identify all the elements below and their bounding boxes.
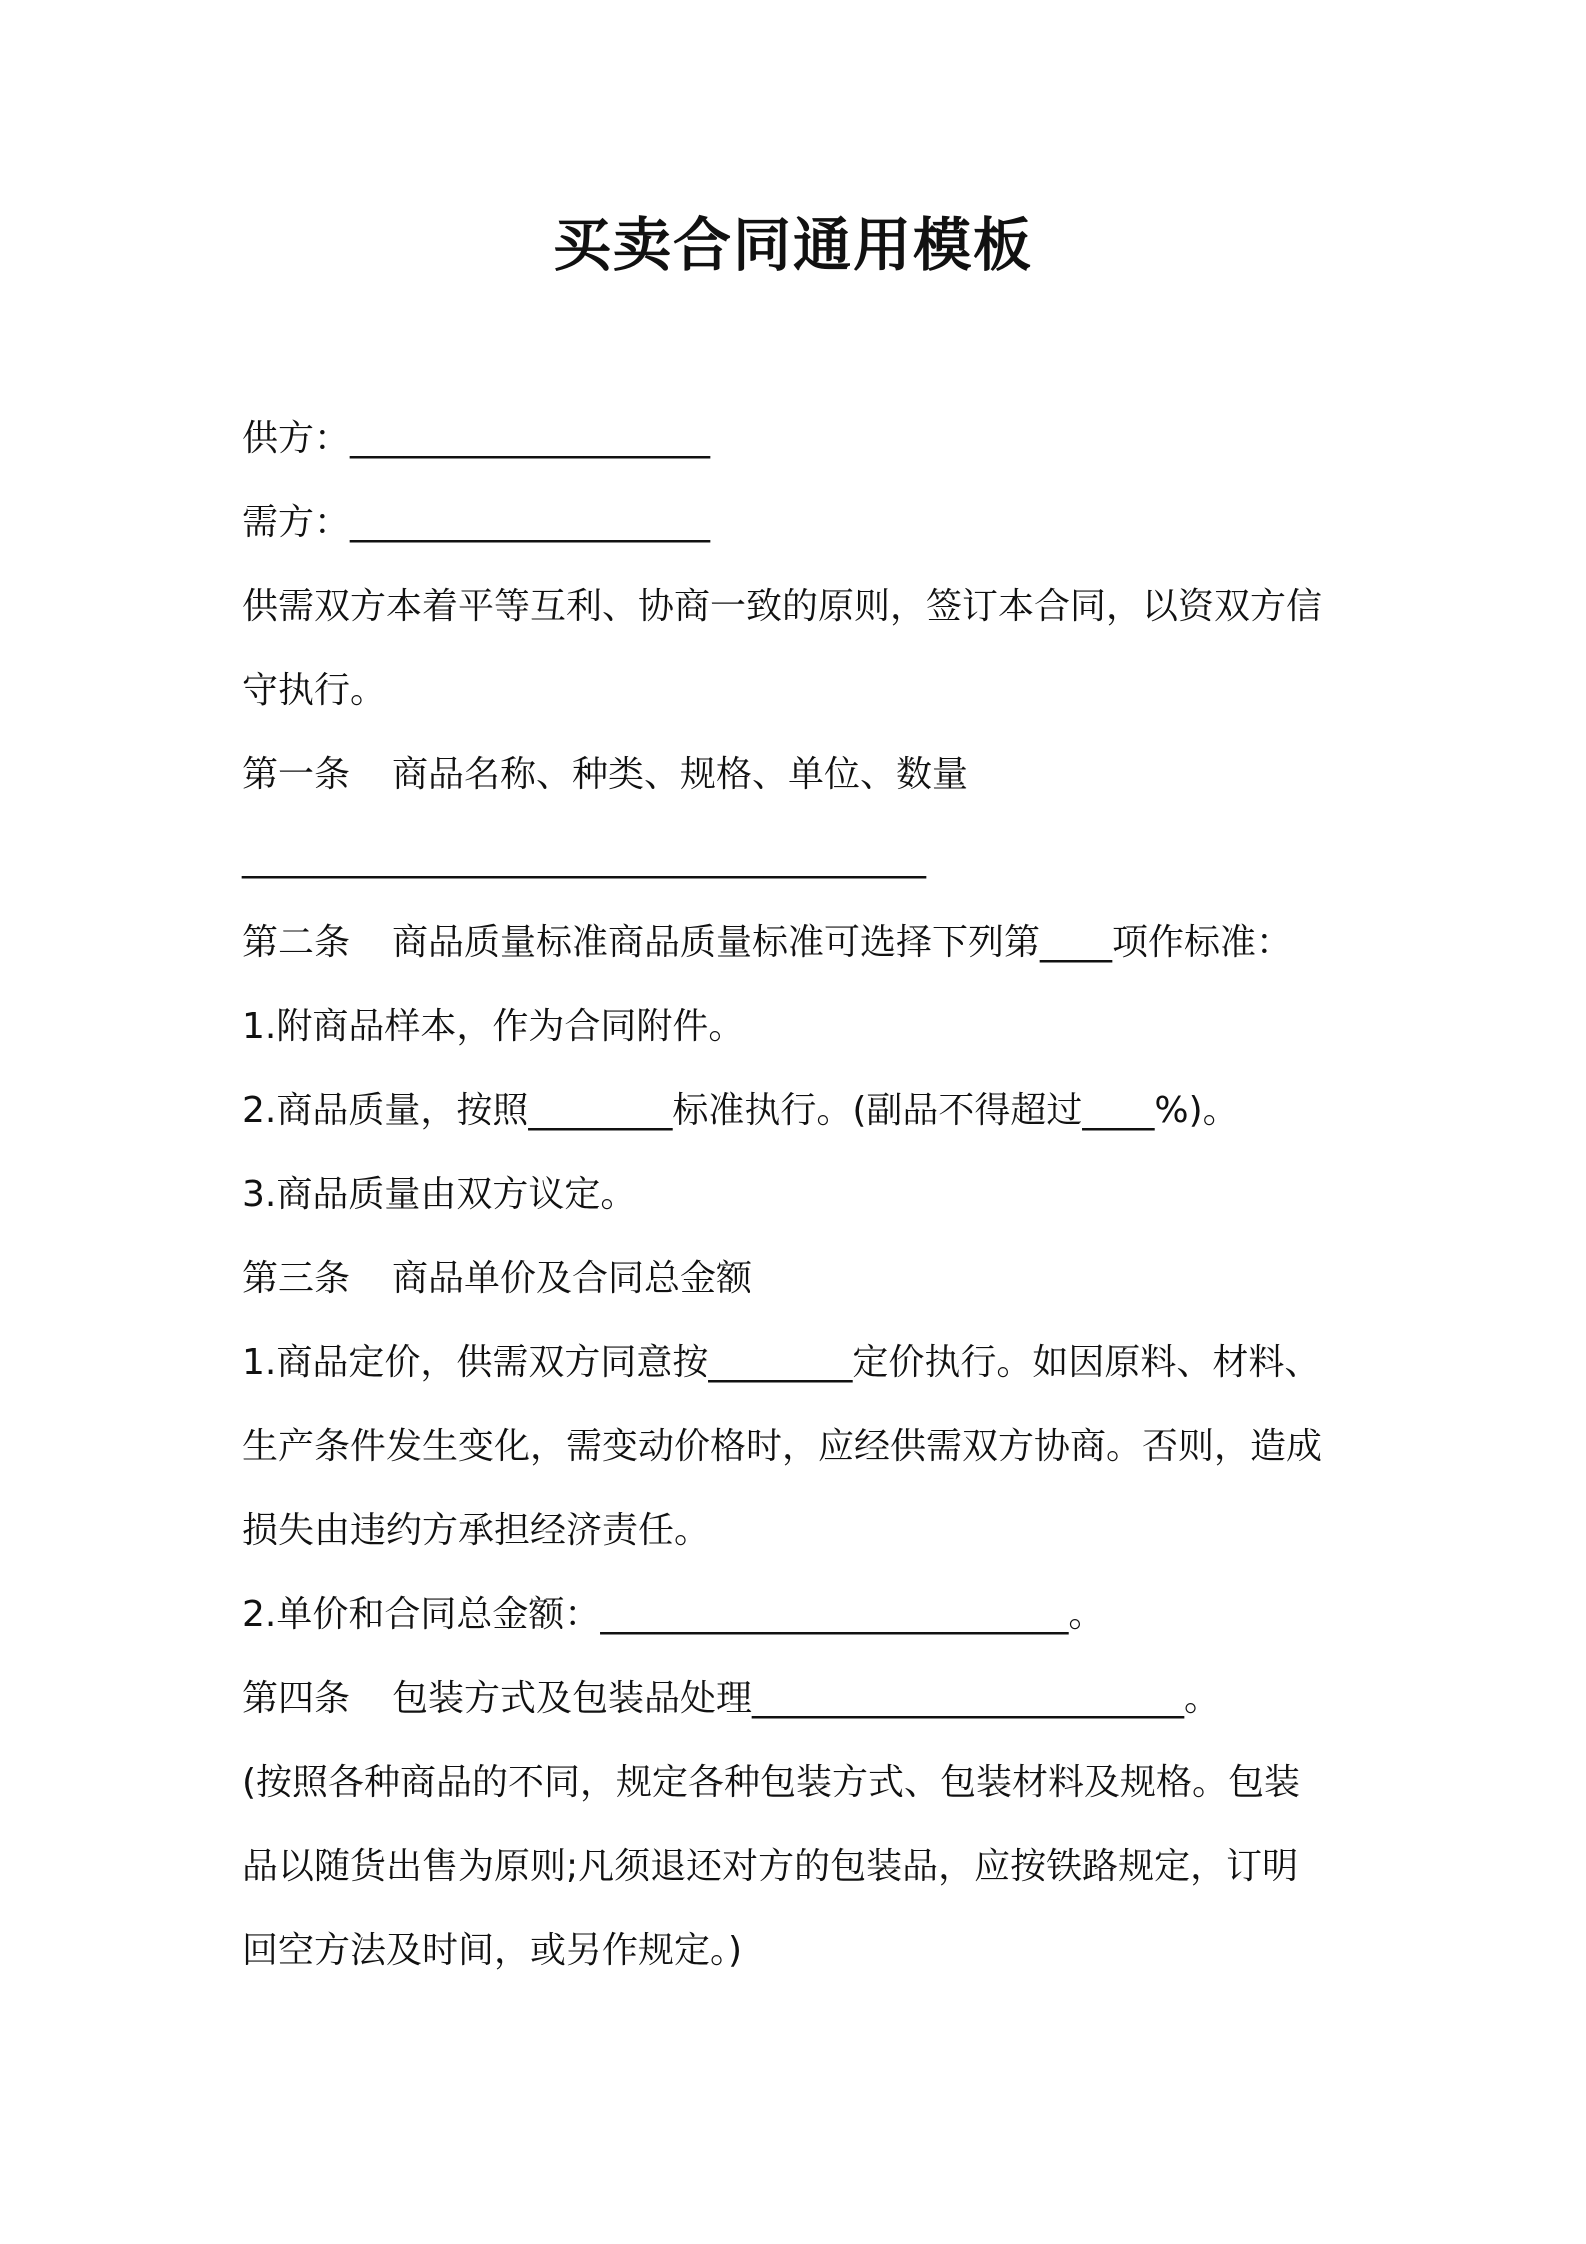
article-2-item-1: 1.附商品样本，作为合同附件。 [242,1006,745,1047]
article-4-heading [242,1657,1362,1741]
article-3-item-2: 2.单价和合同总金额：__________________________。 [242,1594,1105,1635]
buyer-line: 需方：____________________ [242,502,711,543]
article-2-title: 商品质量标准商品质量标准可选择下列第____项作标准： [392,922,1293,963]
article-1-blank-line: ______________________________________ [242,838,926,879]
document-body [242,397,1362,1993]
article-3-item-1-line-3: 损失由违约方承担经济责任。 [242,1510,711,1551]
article-4-number: 第四条 [242,1678,351,1719]
document-title: 买卖合同通用模板 [552,211,1033,279]
article-4-note-line-2: 品以随货出售为原则;凡须退还对方的包装品，应按铁路规定，订明 [242,1846,1299,1887]
article-2-item-3: 3.商品质量由双方议定。 [242,1174,637,1215]
article-3-title: 商品单价及合同总金额 [392,1258,753,1299]
article-4-note-line-1: (按照各种商品的不同，规定各种包装方式、包装材料及规格。包装 [242,1762,1301,1803]
supplier-line: 供方：____________________ [242,418,711,459]
article-1-title: 商品名称、种类、规格、单位、数量 [392,754,969,795]
article-4-title: 包装方式及包装品处理________________________。 [392,1678,1221,1719]
article-2-number: 第二条 [242,922,351,963]
article-3-item-1-line-2: 生产条件发生变化，需变动价格时，应经供需双方协商。否则，造成 [242,1426,1323,1467]
article-1-heading [242,733,1362,817]
article-3-item-1-line-1: 1.商品定价，供需双方同意按________定价执行。如因原料、材料、 [242,1342,1321,1383]
article-2-item-2: 2.商品质量，按照________标准执行。(副品不得超过____%)。 [242,1090,1239,1131]
article-3-number: 第三条 [242,1258,351,1299]
intro-line-2: 守执行。 [242,670,387,711]
article-3-heading [242,1237,1362,1321]
article-1-number: 第一条 [242,754,351,795]
intro-line-1: 供需双方本着平等互利、协商一致的原则，签订本合同，以资双方信 [242,586,1323,627]
article-4-note-line-3: 回空方法及时间，或另作规定。) [242,1930,743,1971]
article-2-heading [242,901,1362,985]
